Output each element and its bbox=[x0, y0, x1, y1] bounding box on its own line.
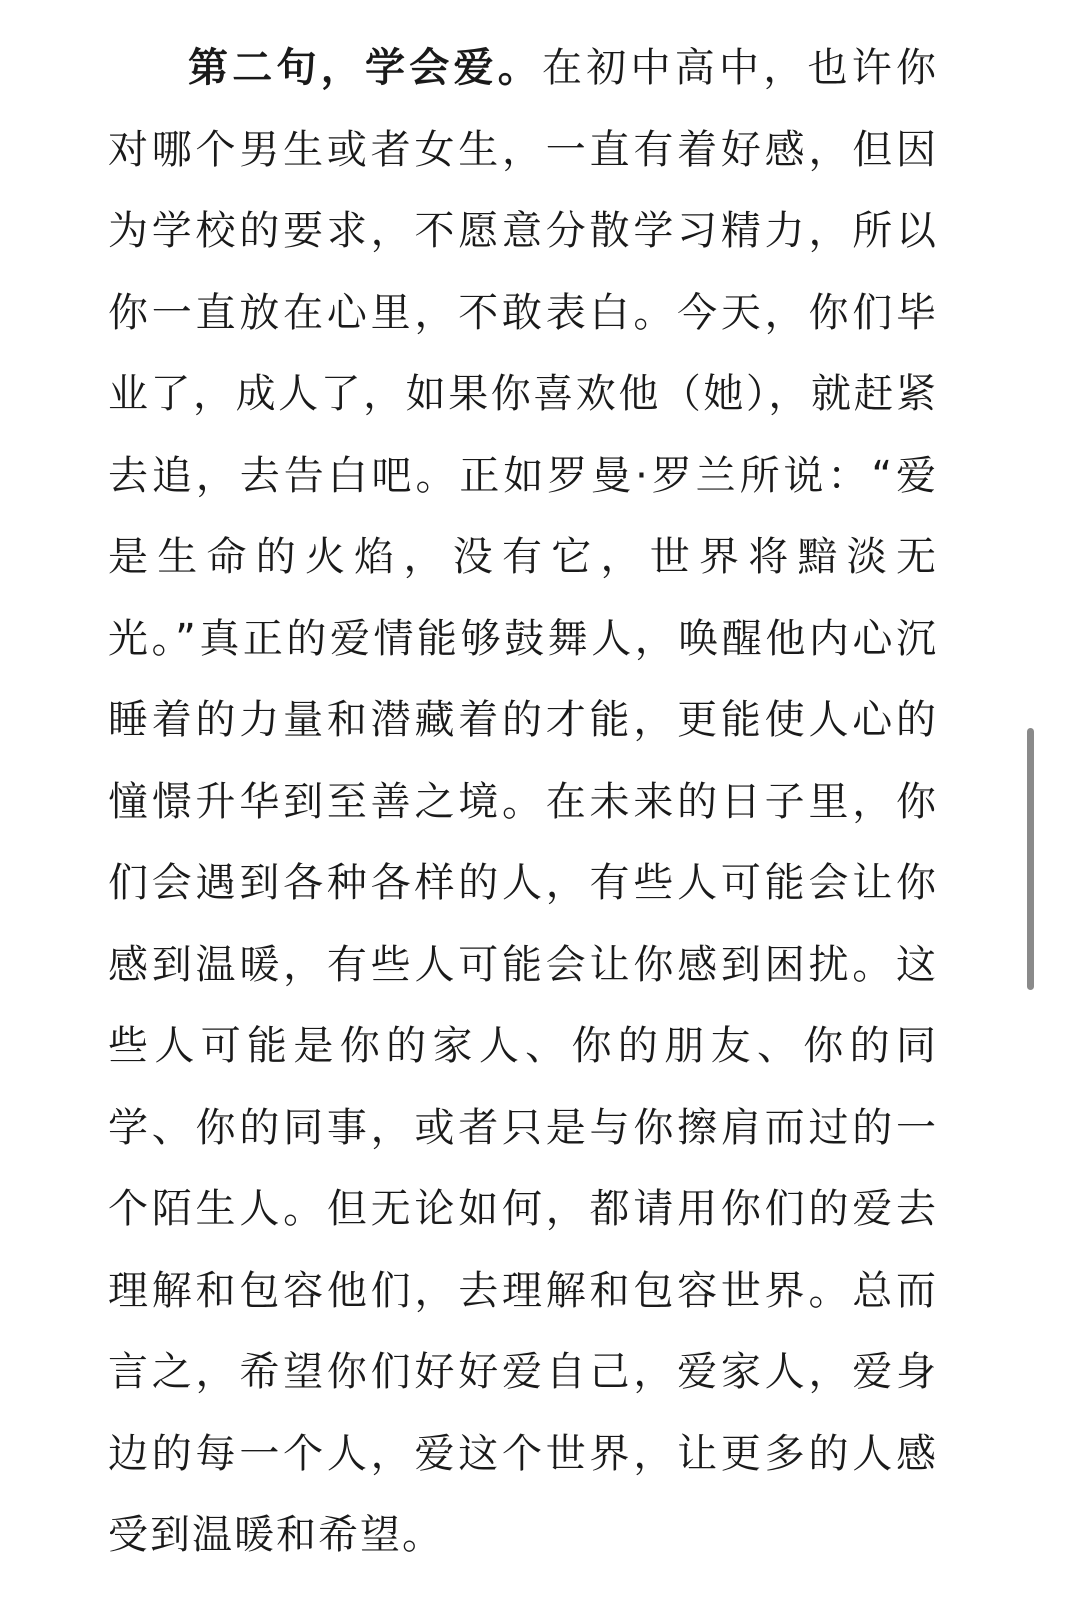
vertical-scrollbar[interactable] bbox=[1027, 728, 1034, 990]
article-paragraph bbox=[108, 28, 938, 1577]
paragraph-lead: 第二句，学会爱。 bbox=[188, 45, 542, 91]
article-content bbox=[108, 28, 938, 1577]
paragraph-body: 在初中高中，也许你对哪个男生或者女生，一直有着好感，但因为学校的要求，不愿意分散学习精力，所以你一直放在心里，不敢表白。今天，你们毕业了，成人了，如果你喜欢他（她），就赶紧去追，去告白吧。正如罗曼·罗兰所说：“爱是生命的火焰，没有它，世界将黯淡无光。”真正的爱情能够鼓舞人，唤醒他内心沉睡着的力量和潜藏着的才能，更能使人心的憧憬升华到至善之境。在未来的日子里，你们会遇到各种各样的人，有些人可能会让你感到温暖，有些人可能会让你感到困扰。这些人可能是你的家人、你的朋友、你的同学、你的同事，或者只是与你擦肩而过的一个陌生人。但无论如何，都请用你们的爱去理解和包容他们，去理解和包容世界。总而言之，希望你们好好爱自己，爱家人，爱身边的每一个人，爱这个世界，让更多的人感受到温暖和希望。 bbox=[108, 45, 938, 1558]
